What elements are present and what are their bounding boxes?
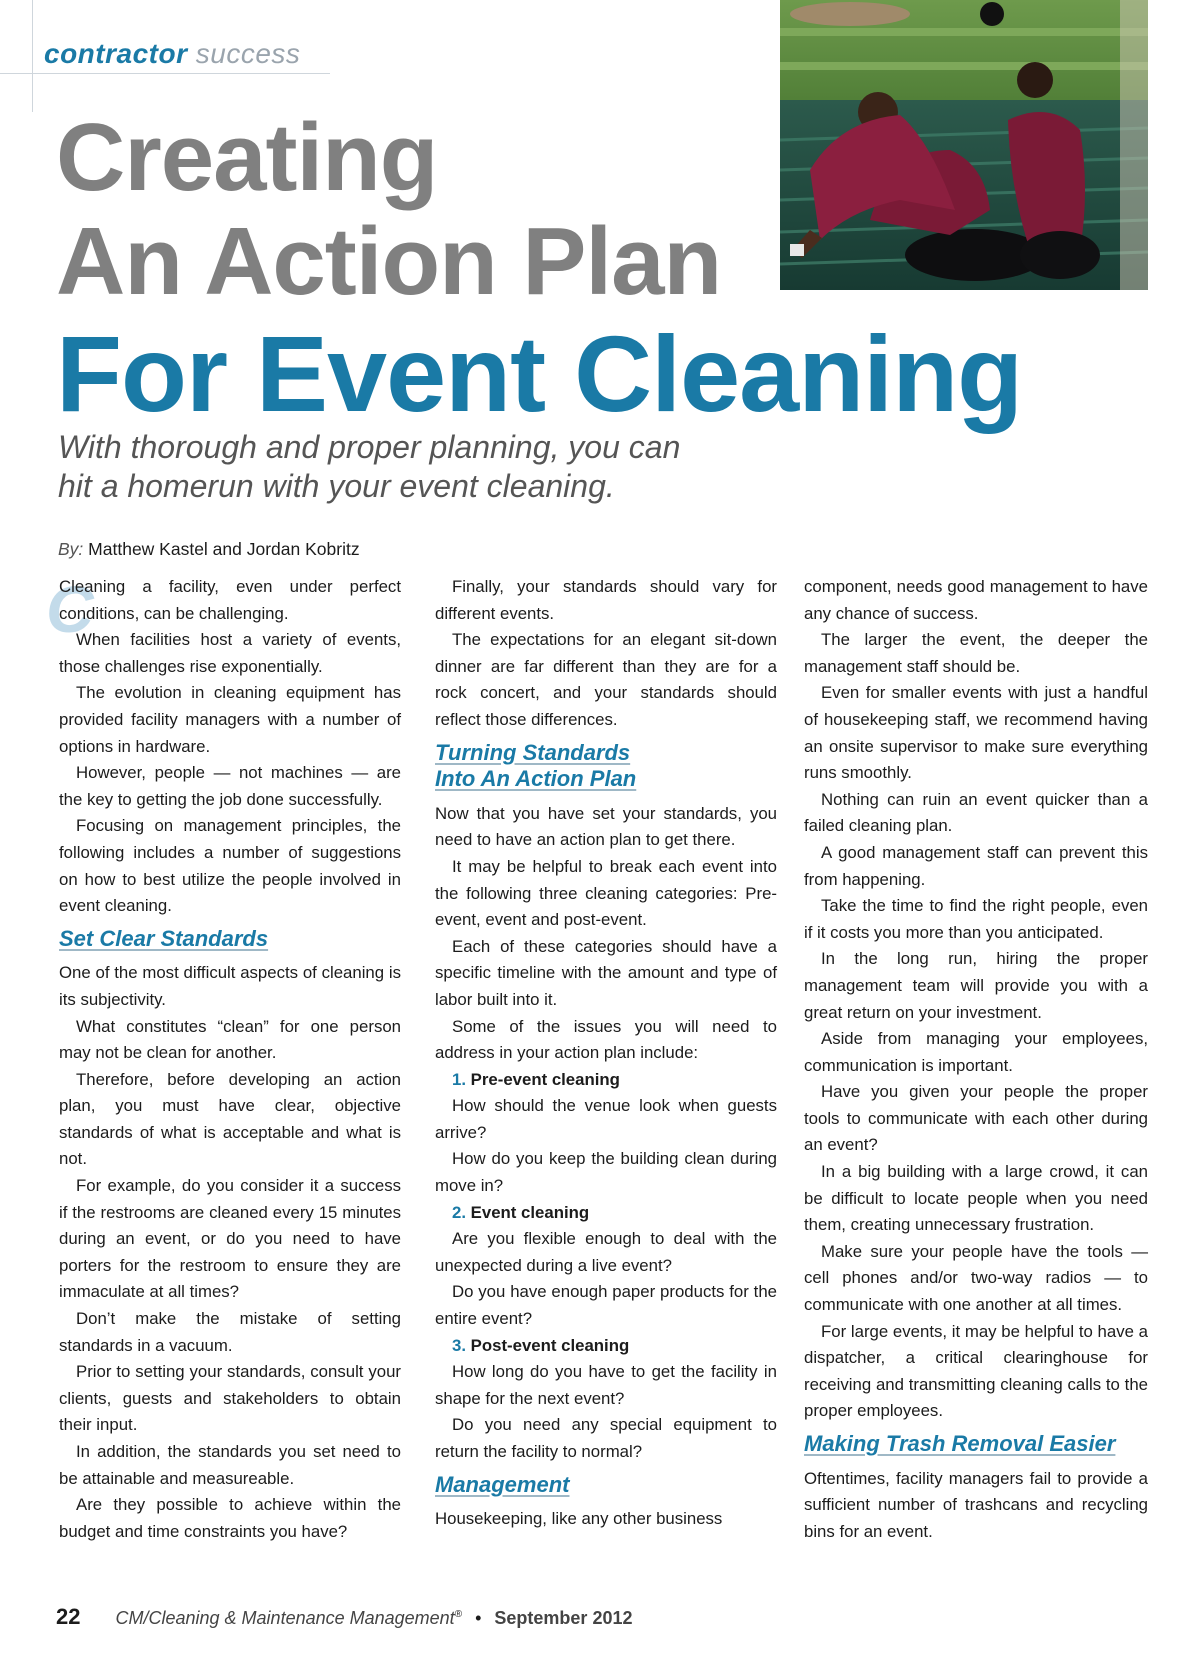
paragraph: The expectations for an elegant sit-down dinner are far different than they are for a rock concert, and your standards should reflect those differences. (435, 630, 777, 729)
list-item-label: Event cleaning (470, 1202, 590, 1222)
section-tag (44, 38, 300, 70)
paragraph: Are you flexible enough to deal with the unexpected during a live event? (435, 1229, 777, 1275)
paragraph: Do you have enough paper products for the entire event? (435, 1282, 777, 1329)
paragraph: In the long run, hiring the proper management team will provide you with a great return on your investment. (804, 949, 1148, 1022)
paragraph: How long do you have to get the facility in shape for the next event? (435, 1362, 777, 1408)
paragraph: For example, do you consider it a success if the restrooms are cleaned every 15 minutes during an event, or do you need to have porters for the restroom to ensure they are immaculate at all times? (59, 1176, 401, 1302)
registered-mark: ® (454, 1609, 463, 1620)
article-deck (58, 428, 758, 506)
paragraph: For large events, it may be helpful to have a dispatcher, a critical clearinghouse for receiving and transmitting cleaning calls to the proper employees. (804, 1321, 1148, 1421)
paragraph: How do you keep the building clean during move in? (435, 1149, 777, 1196)
section-tag-primary: contractor (44, 38, 188, 69)
paragraph: Prior to setting your standards, consult your clients, guests and stakeholders to obtain their input. (59, 1362, 401, 1435)
column-1 (59, 574, 401, 1545)
photo-illustration (780, 0, 1148, 290)
subhead-turning-standards (435, 740, 777, 793)
section-tag-secondary: success (195, 38, 301, 69)
subhead-line-1: Turning Standards (435, 739, 631, 765)
deck-line-2: hit a homerun with your event cleaning. (58, 468, 615, 504)
list-item-event (435, 1200, 777, 1227)
publication-name: CM/Cleaning & Maintenance Management (115, 1608, 455, 1628)
byline (58, 539, 360, 560)
column-3 (804, 574, 1148, 1545)
list-number: 3. (452, 1335, 466, 1355)
paragraph: The evolution in cleaning equipment has provided facility managers with a number of options in hardware. (59, 683, 401, 756)
paragraph: Make sure your people have the tools — cell phones and/or two-way radios — to communicate with one another at all times. (804, 1241, 1148, 1315)
paragraph: Take the time to find the right people, even if it costs you more than you anticipated. (804, 896, 1148, 942)
paragraph: Don’t make the mistake of setting standards in a vacuum. (59, 1309, 401, 1355)
paragraph: Are they possible to achieve within the budget and time constraints you have? (59, 1495, 401, 1541)
paragraph: How should the venue look when guests arrive? (435, 1096, 777, 1142)
subhead-trash-removal: Making Trash Removal Easier (804, 1431, 1116, 1456)
footer-separator: • (475, 1608, 482, 1628)
byline-label: By: (58, 539, 84, 559)
paragraph: Cleaning a facility, even under perfect conditions, can be challenging. (59, 577, 401, 623)
subhead-management: Management (435, 1471, 570, 1497)
page-footer (56, 1604, 632, 1630)
page-number: 22 (56, 1604, 81, 1629)
corner-rule-horizontal (0, 73, 330, 74)
subhead-line-2: Into An Action Plan (435, 766, 637, 792)
paragraph: Do you need any special equipment to return the facility to normal? (435, 1415, 777, 1461)
paragraph: Nothing can ruin an event quicker than a failed cleaning plan. (804, 789, 1148, 836)
title-line-1: Creating (56, 104, 438, 211)
paragraph: Some of the issues you will need to address in your action plan include: (435, 1016, 777, 1063)
paragraph: Each of these categories should have a specific timeline with the amount and type of labor built into it. (435, 936, 777, 1009)
list-item-label: Pre-event cleaning (470, 1069, 620, 1089)
paragraph: It may be helpful to break each event into the following three cleaning categories: Pre-event, event and post-event. (435, 856, 777, 930)
paragraph: The larger the event, the deeper the management staff should be. (804, 630, 1148, 676)
paragraph: Aside from managing your employees, communication is important. (804, 1029, 1148, 1075)
paragraph: Now that you have set your standards, you need to have an action plan to get there. (435, 803, 777, 850)
title-line-2: An Action Plan (56, 208, 722, 315)
paragraph: Even for smaller events with just a handful of housekeeping staff, we recommend having an onsite supervisor to make sure everything runs smoothly. (804, 683, 1148, 783)
title-line-3: For Event Cleaning (56, 313, 1023, 434)
list-item-post-event (435, 1333, 777, 1360)
paragraph: Finally, your standards should vary for different events. (435, 577, 777, 623)
paragraph: component, needs good management to have any chance of success. (804, 577, 1148, 623)
subhead-set-clear-standards: Set Clear Standards (59, 925, 269, 951)
paragraph: A good management staff can prevent this from happening. (804, 842, 1148, 889)
list-number: 2. (452, 1202, 466, 1222)
paragraph: Oftentimes, facility managers fail to provide a sufficient number of trashcans and recycling bins for an event. (804, 1468, 1148, 1541)
stadium-cleaning-photo (780, 0, 1148, 290)
paragraph: Focusing on management principles, the following includes a number of suggestions on how to best utilize the people involved in event cleaning. (59, 816, 401, 916)
drop-cap: C (46, 572, 94, 646)
paragraph: However, people — not machines — are the key to getting the job done successfully. (59, 763, 401, 809)
corner-rule-vertical (32, 0, 33, 112)
list-number: 1. (452, 1069, 466, 1089)
paragraph: In a big building with a large crowd, it can be difficult to locate people when you need them, creating unnecessary frustration. (804, 1162, 1148, 1235)
paragraph: Therefore, before developing an action plan, you must have clear, objective standards of what is acceptable and what is not. (59, 1069, 401, 1169)
list-item-pre-event (435, 1067, 777, 1094)
byline-authors: Matthew Kastel and Jordan Kobritz (88, 539, 360, 559)
paragraph: Housekeeping, like any other business (435, 1509, 723, 1529)
paragraph: One of the most difficult aspects of cleaning is its subjectivity. (59, 963, 401, 1009)
list-item-label: Post-event cleaning (470, 1335, 630, 1355)
paragraph: When facilities host a variety of events, those challenges rise exponentially. (59, 630, 401, 676)
deck-line-1: With thorough and proper planning, you can (58, 429, 681, 465)
paragraph: What constitutes “clean” for one person may not be clean for another. (59, 1016, 401, 1063)
paragraph: In addition, the standards you set need to be attainable and measureable. (59, 1442, 401, 1488)
column-2 (435, 574, 777, 1533)
paragraph: Have you given your people the proper tools to communicate with each other during an event? (804, 1082, 1148, 1155)
issue-date: September 2012 (494, 1608, 633, 1628)
